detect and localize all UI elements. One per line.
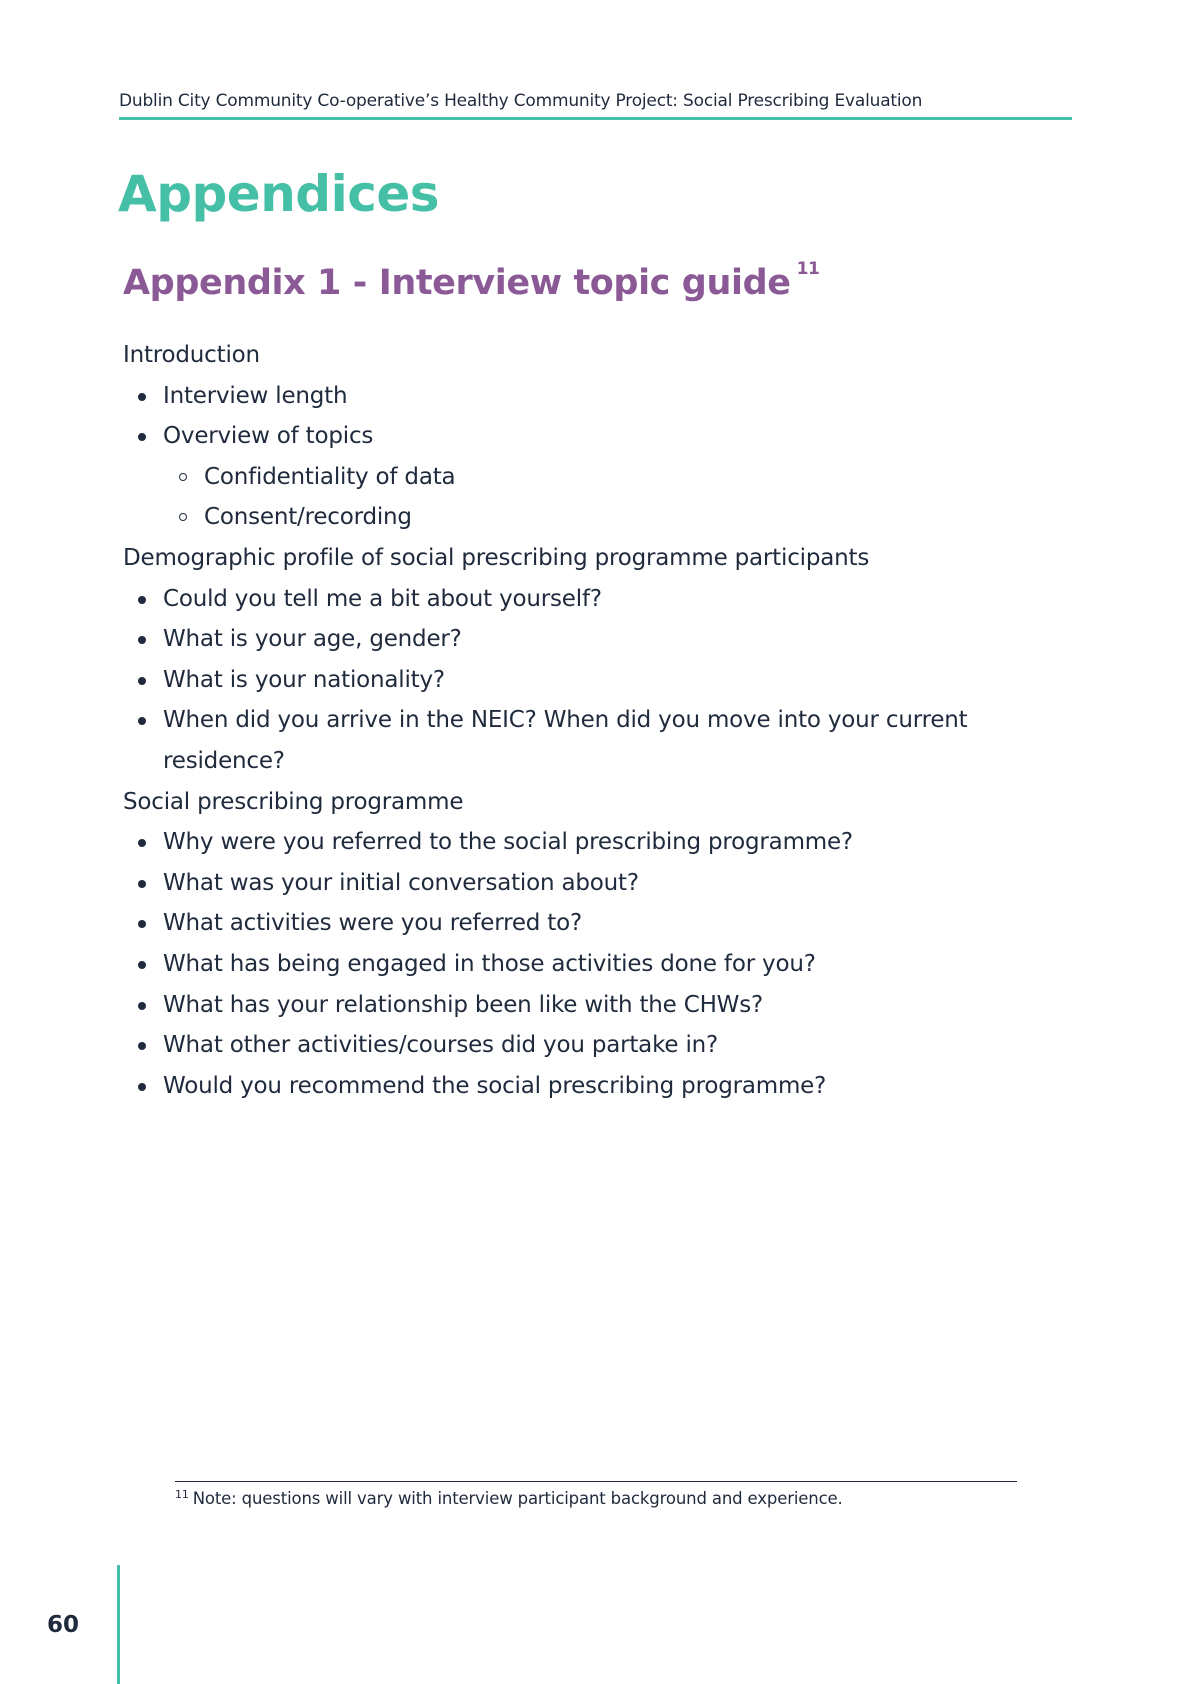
- footnote: [175, 1488, 1055, 1508]
- list-item: [123, 660, 1063, 701]
- bullet-list: [123, 822, 1063, 1106]
- footnote-number: 11: [175, 1488, 189, 1501]
- list-item: [123, 416, 1063, 538]
- sub-list-item: Confidentiality of data: [163, 457, 1063, 498]
- list-item-text: Could you tell me a bit about yourself?: [163, 585, 602, 612]
- page-side-rule: [117, 1565, 120, 1684]
- list-item: [123, 985, 1063, 1026]
- list-item-text: What is your age, gender?: [163, 626, 462, 653]
- sub-list-item: Consent/recording: [163, 497, 1063, 538]
- footnote-text: Note: questions will vary with interview participant background and experience.: [192, 1489, 843, 1508]
- list-item-text: What activities were you referred to?: [163, 910, 582, 937]
- list-item: [123, 376, 1063, 417]
- list-item-text: What is your nationality?: [163, 666, 445, 693]
- list-item: [123, 903, 1063, 944]
- bullet-list: [123, 579, 1063, 782]
- list-item: [123, 822, 1063, 863]
- list-item-text: What has being engaged in those activities done for you?: [163, 950, 816, 977]
- page-heading: Appendices: [118, 165, 440, 223]
- list-item-text: What has your relationship been like with the CHWs?: [163, 991, 764, 1018]
- list-item-text: Why were you referred to the social prescribing programme?: [163, 829, 853, 856]
- list-item-text: What other activities/courses did you partake in?: [163, 1032, 719, 1059]
- group-title: Demographic profile of social prescribing programme participants: [123, 544, 870, 571]
- running-header: Dublin City Community Co-operative’s Healthy Community Project: Social Prescribing Evaluation: [119, 91, 1072, 120]
- list-item-text: Overview of topics: [163, 423, 374, 450]
- topic-guide-content: [123, 335, 1063, 1106]
- list-item: [123, 1025, 1063, 1066]
- group-title: Introduction: [123, 342, 260, 368]
- list-item: [123, 1066, 1063, 1107]
- list-item: [123, 863, 1063, 904]
- list-item: [123, 619, 1063, 660]
- list-item-text: When did you arrive in the NEIC? When did you move into your current residence?: [163, 707, 968, 774]
- list-item: [123, 579, 1063, 620]
- group-title: Social prescribing programme: [123, 788, 464, 815]
- list-item: [123, 700, 1063, 781]
- list-item-text: Would you recommend the social prescribing programme?: [163, 1072, 827, 1099]
- section-title: Appendix 1 - Interview topic guide: [123, 263, 791, 303]
- bullet-list: [123, 376, 1063, 538]
- footnote-divider: [175, 1481, 1017, 1482]
- footnote-reference: 11: [796, 259, 820, 279]
- page-number: 60: [47, 1612, 80, 1638]
- list-item: [123, 944, 1063, 985]
- list-item-text: Interview length: [163, 382, 348, 409]
- section-heading: [123, 258, 819, 307]
- sub-bullet-list: [163, 457, 1063, 538]
- list-item-text: What was your initial conversation about?: [163, 869, 639, 896]
